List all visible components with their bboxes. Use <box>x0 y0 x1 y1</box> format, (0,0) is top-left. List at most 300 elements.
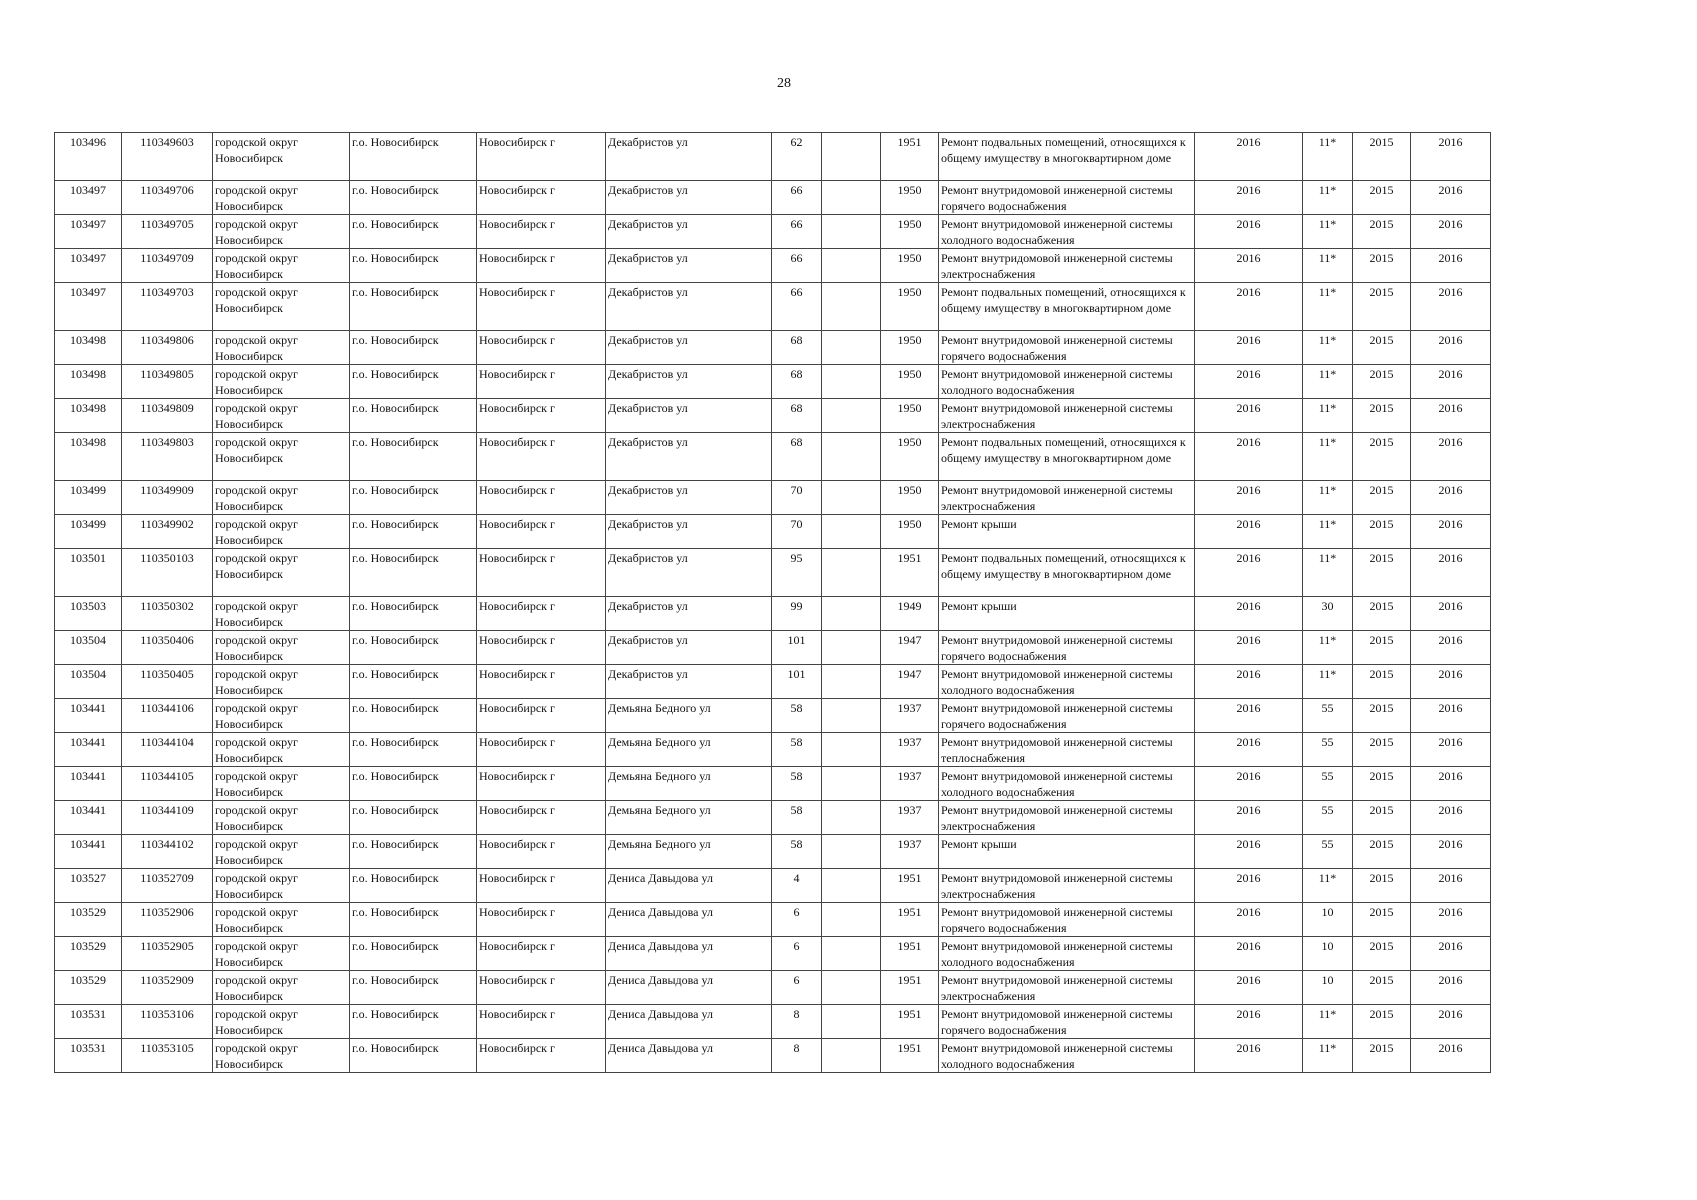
cell-settlement: Новосибирск г <box>477 1005 606 1039</box>
cell-work-type: Ремонт внутридомовой инженерной системы электроснабжения <box>939 399 1195 433</box>
cell-record-id: 103497 <box>55 181 122 215</box>
cell-street: Дениса Давыдова ул <box>606 971 772 1005</box>
cell-end-year: 2016 <box>1411 249 1491 283</box>
cell-year-built: 1950 <box>881 181 939 215</box>
cell-municipality: городской округ Новосибирск <box>213 869 350 903</box>
cell-house-number: 101 <box>772 631 822 665</box>
cell-house-number: 66 <box>772 283 822 331</box>
cell-wear-percent: 11* <box>1303 215 1353 249</box>
cell-house-number: 66 <box>772 215 822 249</box>
cell-district: г.о. Новосибирск <box>350 215 477 249</box>
cell-record-id: 103441 <box>55 801 122 835</box>
cell-year-built: 1951 <box>881 971 939 1005</box>
cell-work-type: Ремонт внутридомовой инженерной системы холодного водоснабжения <box>939 665 1195 699</box>
cell-wear-percent: 55 <box>1303 801 1353 835</box>
cell-house-number: 68 <box>772 365 822 399</box>
cell-work-type: Ремонт внутридомовой инженерной системы холодного водоснабжения <box>939 767 1195 801</box>
cell-work-type: Ремонт подвальных помещений, относящихся к общему имуществу в многоквартирном доме <box>939 549 1195 597</box>
cell-street: Дениса Давыдова ул <box>606 1039 772 1073</box>
cell-record-id: 103529 <box>55 937 122 971</box>
cell-building <box>822 597 881 631</box>
cell-work-type: Ремонт внутридомовой инженерной системы электроснабжения <box>939 869 1195 903</box>
cell-end-year: 2016 <box>1411 283 1491 331</box>
cell-object-code: 110349909 <box>122 481 213 515</box>
cell-district: г.о. Новосибирск <box>350 283 477 331</box>
cell-planned-year: 2016 <box>1195 869 1303 903</box>
cell-work-type: Ремонт крыши <box>939 515 1195 549</box>
cell-object-code: 110344105 <box>122 767 213 801</box>
cell-building <box>822 699 881 733</box>
cell-district: г.о. Новосибирск <box>350 433 477 481</box>
cell-end-year: 2016 <box>1411 481 1491 515</box>
cell-wear-percent: 11* <box>1303 399 1353 433</box>
cell-settlement: Новосибирск г <box>477 801 606 835</box>
cell-year-built: 1950 <box>881 515 939 549</box>
table-row <box>55 133 1491 181</box>
cell-building <box>822 365 881 399</box>
cell-street: Декабристов ул <box>606 365 772 399</box>
cell-wear-percent: 11* <box>1303 665 1353 699</box>
table-row <box>55 433 1491 481</box>
cell-end-year: 2016 <box>1411 597 1491 631</box>
cell-settlement: Новосибирск г <box>477 767 606 801</box>
cell-building <box>822 1039 881 1073</box>
cell-building <box>822 399 881 433</box>
cell-district: г.о. Новосибирск <box>350 365 477 399</box>
cell-record-id: 103504 <box>55 665 122 699</box>
table-row <box>55 283 1491 331</box>
cell-building <box>822 631 881 665</box>
cell-house-number: 58 <box>772 767 822 801</box>
cell-wear-percent: 11* <box>1303 549 1353 597</box>
cell-building <box>822 549 881 597</box>
cell-building <box>822 767 881 801</box>
cell-district: г.о. Новосибирск <box>350 869 477 903</box>
cell-planned-year: 2016 <box>1195 1039 1303 1073</box>
cell-settlement: Новосибирск г <box>477 699 606 733</box>
cell-end-year: 2016 <box>1411 133 1491 181</box>
capital-repair-table <box>54 132 1491 1073</box>
cell-planned-year: 2016 <box>1195 365 1303 399</box>
cell-object-code: 110352709 <box>122 869 213 903</box>
cell-settlement: Новосибирск г <box>477 869 606 903</box>
cell-object-code: 110349809 <box>122 399 213 433</box>
table-row <box>55 903 1491 937</box>
table-row <box>55 835 1491 869</box>
cell-record-id: 103441 <box>55 733 122 767</box>
cell-planned-year: 2016 <box>1195 215 1303 249</box>
cell-planned-year: 2016 <box>1195 549 1303 597</box>
cell-district: г.о. Новосибирск <box>350 1005 477 1039</box>
cell-work-type: Ремонт внутридомовой инженерной системы теплоснабжения <box>939 733 1195 767</box>
cell-end-year: 2016 <box>1411 181 1491 215</box>
cell-district: г.о. Новосибирск <box>350 801 477 835</box>
cell-work-type: Ремонт внутридомовой инженерной системы горячего водоснабжения <box>939 331 1195 365</box>
cell-end-year: 2016 <box>1411 399 1491 433</box>
cell-house-number: 68 <box>772 331 822 365</box>
cell-start-year: 2015 <box>1353 331 1411 365</box>
cell-start-year: 2015 <box>1353 1039 1411 1073</box>
cell-municipality: городской округ Новосибирск <box>213 181 350 215</box>
cell-planned-year: 2016 <box>1195 699 1303 733</box>
cell-building <box>822 801 881 835</box>
cell-municipality: городской округ Новосибирск <box>213 515 350 549</box>
cell-start-year: 2015 <box>1353 597 1411 631</box>
table-row <box>55 515 1491 549</box>
cell-municipality: городской округ Новосибирск <box>213 133 350 181</box>
cell-object-code: 110344109 <box>122 801 213 835</box>
cell-object-code: 110349603 <box>122 133 213 181</box>
cell-object-code: 110350302 <box>122 597 213 631</box>
cell-end-year: 2016 <box>1411 1005 1491 1039</box>
cell-municipality: городской округ Новосибирск <box>213 365 350 399</box>
cell-settlement: Новосибирск г <box>477 597 606 631</box>
cell-end-year: 2016 <box>1411 699 1491 733</box>
cell-wear-percent: 11* <box>1303 515 1353 549</box>
cell-year-built: 1937 <box>881 801 939 835</box>
table-row <box>55 699 1491 733</box>
cell-record-id: 103441 <box>55 835 122 869</box>
cell-district: г.о. Новосибирск <box>350 549 477 597</box>
cell-end-year: 2016 <box>1411 835 1491 869</box>
cell-record-id: 103499 <box>55 481 122 515</box>
cell-wear-percent: 55 <box>1303 835 1353 869</box>
cell-district: г.о. Новосибирск <box>350 699 477 733</box>
cell-start-year: 2015 <box>1353 1005 1411 1039</box>
cell-settlement: Новосибирск г <box>477 283 606 331</box>
cell-house-number: 58 <box>772 801 822 835</box>
cell-building <box>822 903 881 937</box>
cell-work-type: Ремонт внутридомовой инженерной системы электроснабжения <box>939 971 1195 1005</box>
table-row <box>55 869 1491 903</box>
cell-building <box>822 869 881 903</box>
cell-municipality: городской округ Новосибирск <box>213 801 350 835</box>
cell-object-code: 110350406 <box>122 631 213 665</box>
cell-record-id: 103498 <box>55 399 122 433</box>
cell-municipality: городской округ Новосибирск <box>213 1039 350 1073</box>
cell-work-type: Ремонт внутридомовой инженерной системы холодного водоснабжения <box>939 365 1195 399</box>
cell-record-id: 103497 <box>55 283 122 331</box>
table-body <box>55 133 1491 1073</box>
cell-year-built: 1947 <box>881 631 939 665</box>
cell-wear-percent: 11* <box>1303 365 1353 399</box>
cell-wear-percent: 11* <box>1303 433 1353 481</box>
cell-record-id: 103529 <box>55 903 122 937</box>
cell-year-built: 1951 <box>881 937 939 971</box>
cell-planned-year: 2016 <box>1195 249 1303 283</box>
cell-end-year: 2016 <box>1411 733 1491 767</box>
cell-work-type: Ремонт внутридомовой инженерной системы горячего водоснабжения <box>939 181 1195 215</box>
cell-wear-percent: 11* <box>1303 133 1353 181</box>
cell-end-year: 2016 <box>1411 767 1491 801</box>
cell-planned-year: 2016 <box>1195 903 1303 937</box>
cell-record-id: 103503 <box>55 597 122 631</box>
table-row <box>55 331 1491 365</box>
cell-year-built: 1950 <box>881 283 939 331</box>
cell-settlement: Новосибирск г <box>477 133 606 181</box>
cell-planned-year: 2016 <box>1195 971 1303 1005</box>
cell-house-number: 6 <box>772 971 822 1005</box>
cell-wear-percent: 11* <box>1303 481 1353 515</box>
cell-object-code: 110344102 <box>122 835 213 869</box>
cell-year-built: 1951 <box>881 1005 939 1039</box>
cell-end-year: 2016 <box>1411 1039 1491 1073</box>
cell-street: Демьяна Бедного ул <box>606 767 772 801</box>
cell-year-built: 1950 <box>881 365 939 399</box>
cell-year-built: 1937 <box>881 767 939 801</box>
cell-house-number: 58 <box>772 733 822 767</box>
cell-building <box>822 515 881 549</box>
cell-district: г.о. Новосибирск <box>350 733 477 767</box>
cell-municipality: городской округ Новосибирск <box>213 331 350 365</box>
cell-district: г.о. Новосибирск <box>350 937 477 971</box>
cell-work-type: Ремонт внутридомовой инженерной системы электроснабжения <box>939 481 1195 515</box>
cell-house-number: 66 <box>772 249 822 283</box>
cell-house-number: 8 <box>772 1039 822 1073</box>
cell-house-number: 62 <box>772 133 822 181</box>
cell-district: г.о. Новосибирск <box>350 835 477 869</box>
cell-start-year: 2015 <box>1353 699 1411 733</box>
cell-street: Декабристов ул <box>606 481 772 515</box>
table-row <box>55 937 1491 971</box>
cell-object-code: 110353105 <box>122 1039 213 1073</box>
cell-start-year: 2015 <box>1353 481 1411 515</box>
cell-municipality: городской округ Новосибирск <box>213 433 350 481</box>
cell-end-year: 2016 <box>1411 331 1491 365</box>
cell-planned-year: 2016 <box>1195 1005 1303 1039</box>
cell-object-code: 110344104 <box>122 733 213 767</box>
cell-house-number: 8 <box>772 1005 822 1039</box>
cell-settlement: Новосибирск г <box>477 365 606 399</box>
cell-record-id: 103498 <box>55 331 122 365</box>
cell-street: Декабристов ул <box>606 549 772 597</box>
cell-record-id: 103531 <box>55 1005 122 1039</box>
cell-record-id: 103498 <box>55 433 122 481</box>
cell-district: г.о. Новосибирск <box>350 1039 477 1073</box>
cell-start-year: 2015 <box>1353 215 1411 249</box>
cell-district: г.о. Новосибирск <box>350 631 477 665</box>
cell-start-year: 2015 <box>1353 835 1411 869</box>
cell-municipality: городской округ Новосибирск <box>213 283 350 331</box>
cell-start-year: 2015 <box>1353 249 1411 283</box>
cell-building <box>822 433 881 481</box>
table-row <box>55 181 1491 215</box>
cell-planned-year: 2016 <box>1195 515 1303 549</box>
cell-municipality: городской округ Новосибирск <box>213 481 350 515</box>
cell-wear-percent: 55 <box>1303 699 1353 733</box>
cell-work-type: Ремонт подвальных помещений, относящихся к общему имуществу в многоквартирном доме <box>939 283 1195 331</box>
cell-street: Дениса Давыдова ул <box>606 903 772 937</box>
cell-house-number: 58 <box>772 699 822 733</box>
cell-end-year: 2016 <box>1411 971 1491 1005</box>
cell-municipality: городской округ Новосибирск <box>213 767 350 801</box>
cell-object-code: 110350103 <box>122 549 213 597</box>
cell-record-id: 103531 <box>55 1039 122 1073</box>
cell-object-code: 110349705 <box>122 215 213 249</box>
cell-district: г.о. Новосибирск <box>350 133 477 181</box>
cell-street: Декабристов ул <box>606 597 772 631</box>
cell-year-built: 1951 <box>881 869 939 903</box>
cell-record-id: 103497 <box>55 249 122 283</box>
cell-record-id: 103441 <box>55 699 122 733</box>
table-row <box>55 801 1491 835</box>
cell-settlement: Новосибирск г <box>477 249 606 283</box>
cell-work-type: Ремонт крыши <box>939 597 1195 631</box>
cell-street: Дениса Давыдова ул <box>606 1005 772 1039</box>
cell-settlement: Новосибирск г <box>477 835 606 869</box>
cell-district: г.о. Новосибирск <box>350 597 477 631</box>
cell-settlement: Новосибирск г <box>477 215 606 249</box>
cell-start-year: 2015 <box>1353 133 1411 181</box>
table-row <box>55 597 1491 631</box>
cell-planned-year: 2016 <box>1195 801 1303 835</box>
cell-settlement: Новосибирск г <box>477 631 606 665</box>
cell-house-number: 99 <box>772 597 822 631</box>
cell-end-year: 2016 <box>1411 215 1491 249</box>
cell-street: Декабристов ул <box>606 331 772 365</box>
cell-record-id: 103499 <box>55 515 122 549</box>
cell-settlement: Новосибирск г <box>477 331 606 365</box>
cell-wear-percent: 55 <box>1303 733 1353 767</box>
cell-street: Демьяна Бедного ул <box>606 733 772 767</box>
cell-street: Декабристов ул <box>606 631 772 665</box>
cell-work-type: Ремонт внутридомовой инженерной системы горячего водоснабжения <box>939 903 1195 937</box>
table-row <box>55 215 1491 249</box>
cell-settlement: Новосибирск г <box>477 515 606 549</box>
cell-wear-percent: 10 <box>1303 903 1353 937</box>
cell-wear-percent: 10 <box>1303 937 1353 971</box>
cell-object-code: 110352909 <box>122 971 213 1005</box>
page-number: 28 <box>777 76 791 91</box>
cell-municipality: городской округ Новосибирск <box>213 215 350 249</box>
cell-planned-year: 2016 <box>1195 331 1303 365</box>
cell-building <box>822 1005 881 1039</box>
cell-start-year: 2015 <box>1353 283 1411 331</box>
cell-house-number: 68 <box>772 399 822 433</box>
cell-settlement: Новосибирск г <box>477 971 606 1005</box>
cell-year-built: 1950 <box>881 331 939 365</box>
cell-object-code: 110352905 <box>122 937 213 971</box>
cell-planned-year: 2016 <box>1195 937 1303 971</box>
cell-end-year: 2016 <box>1411 365 1491 399</box>
cell-planned-year: 2016 <box>1195 181 1303 215</box>
cell-object-code: 110349706 <box>122 181 213 215</box>
cell-district: г.о. Новосибирск <box>350 481 477 515</box>
cell-municipality: городской округ Новосибирск <box>213 1005 350 1039</box>
cell-district: г.о. Новосибирск <box>350 903 477 937</box>
cell-record-id: 103527 <box>55 869 122 903</box>
cell-street: Дениса Давыдова ул <box>606 869 772 903</box>
cell-work-type: Ремонт внутридомовой инженерной системы электроснабжения <box>939 801 1195 835</box>
table-row <box>55 631 1491 665</box>
cell-planned-year: 2016 <box>1195 433 1303 481</box>
cell-record-id: 103529 <box>55 971 122 1005</box>
cell-work-type: Ремонт внутридомовой инженерной системы электроснабжения <box>939 249 1195 283</box>
cell-record-id: 103498 <box>55 365 122 399</box>
cell-house-number: 68 <box>772 433 822 481</box>
cell-municipality: городской округ Новосибирск <box>213 971 350 1005</box>
cell-object-code: 110349806 <box>122 331 213 365</box>
cell-year-built: 1950 <box>881 215 939 249</box>
cell-year-built: 1937 <box>881 699 939 733</box>
cell-municipality: городской округ Новосибирск <box>213 937 350 971</box>
cell-wear-percent: 11* <box>1303 869 1353 903</box>
cell-planned-year: 2016 <box>1195 733 1303 767</box>
cell-house-number: 101 <box>772 665 822 699</box>
cell-year-built: 1937 <box>881 733 939 767</box>
cell-municipality: городской округ Новосибирск <box>213 597 350 631</box>
cell-year-built: 1951 <box>881 1039 939 1073</box>
table-row <box>55 481 1491 515</box>
cell-end-year: 2016 <box>1411 631 1491 665</box>
cell-street: Демьяна Бедного ул <box>606 835 772 869</box>
cell-start-year: 2015 <box>1353 365 1411 399</box>
cell-district: г.о. Новосибирск <box>350 767 477 801</box>
cell-street: Демьяна Бедного ул <box>606 699 772 733</box>
cell-building <box>822 665 881 699</box>
table-row <box>55 733 1491 767</box>
cell-district: г.о. Новосибирск <box>350 665 477 699</box>
cell-wear-percent: 11* <box>1303 181 1353 215</box>
cell-municipality: городской округ Новосибирск <box>213 399 350 433</box>
cell-building <box>822 133 881 181</box>
cell-object-code: 110349703 <box>122 283 213 331</box>
cell-house-number: 70 <box>772 481 822 515</box>
cell-year-built: 1951 <box>881 133 939 181</box>
cell-work-type: Ремонт подвальных помещений, относящихся к общему имуществу в многоквартирном доме <box>939 433 1195 481</box>
cell-work-type: Ремонт внутридомовой инженерной системы горячего водоснабжения <box>939 1005 1195 1039</box>
cell-house-number: 6 <box>772 903 822 937</box>
table-row <box>55 249 1491 283</box>
cell-house-number: 70 <box>772 515 822 549</box>
cell-end-year: 2016 <box>1411 549 1491 597</box>
cell-object-code: 110352906 <box>122 903 213 937</box>
cell-wear-percent: 11* <box>1303 631 1353 665</box>
cell-building <box>822 283 881 331</box>
cell-street: Декабристов ул <box>606 433 772 481</box>
cell-building <box>822 215 881 249</box>
cell-settlement: Новосибирск г <box>477 903 606 937</box>
cell-house-number: 6 <box>772 937 822 971</box>
cell-building <box>822 331 881 365</box>
cell-object-code: 110349805 <box>122 365 213 399</box>
cell-planned-year: 2016 <box>1195 481 1303 515</box>
cell-settlement: Новосибирск г <box>477 1039 606 1073</box>
table-row <box>55 971 1491 1005</box>
cell-object-code: 110349902 <box>122 515 213 549</box>
cell-settlement: Новосибирск г <box>477 481 606 515</box>
cell-year-built: 1950 <box>881 481 939 515</box>
cell-district: г.о. Новосибирск <box>350 331 477 365</box>
cell-start-year: 2015 <box>1353 515 1411 549</box>
cell-record-id: 103501 <box>55 549 122 597</box>
cell-district: г.о. Новосибирск <box>350 181 477 215</box>
cell-end-year: 2016 <box>1411 937 1491 971</box>
cell-wear-percent: 11* <box>1303 1005 1353 1039</box>
cell-district: г.о. Новосибирск <box>350 515 477 549</box>
cell-end-year: 2016 <box>1411 665 1491 699</box>
cell-start-year: 2015 <box>1353 399 1411 433</box>
cell-settlement: Новосибирск г <box>477 549 606 597</box>
cell-start-year: 2015 <box>1353 733 1411 767</box>
cell-record-id: 103496 <box>55 133 122 181</box>
table-row <box>55 1039 1491 1073</box>
cell-street: Дениса Давыдова ул <box>606 937 772 971</box>
cell-year-built: 1951 <box>881 903 939 937</box>
cell-planned-year: 2016 <box>1195 665 1303 699</box>
cell-municipality: городской округ Новосибирск <box>213 903 350 937</box>
cell-street: Декабристов ул <box>606 283 772 331</box>
